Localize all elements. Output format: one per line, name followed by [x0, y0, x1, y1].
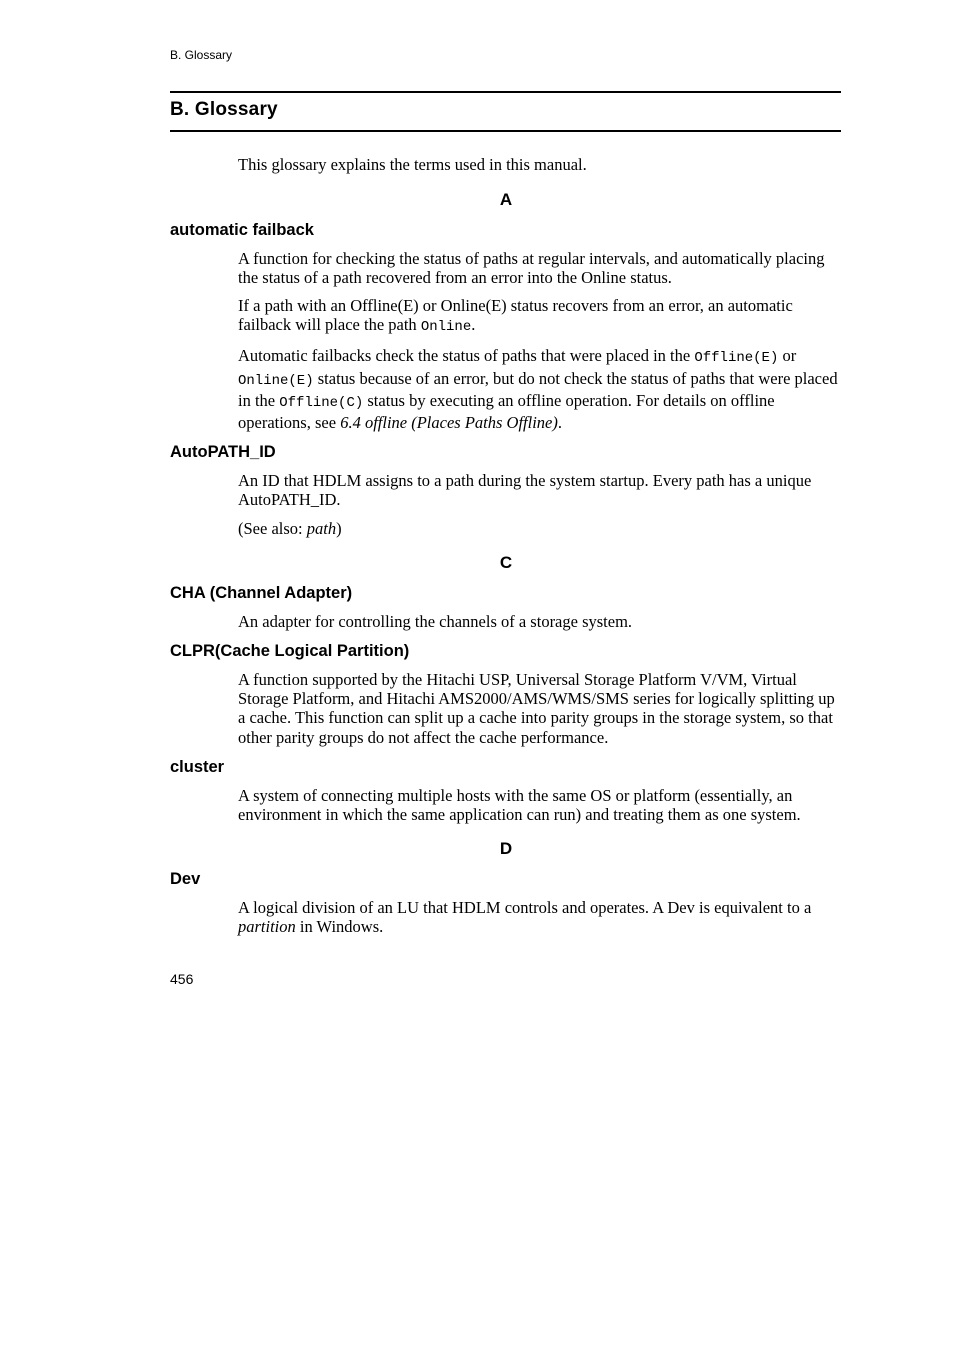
- definition-paragraph: [238, 898, 842, 936]
- text-run: ): [336, 518, 342, 538]
- term-cha: CHA (Channel Adapter): [170, 583, 353, 602]
- term-clpr: CLPR(Cache Logical Partition): [170, 641, 410, 660]
- term-dev: Dev: [170, 870, 201, 889]
- definition-paragraph: [238, 296, 842, 337]
- text-run: in Windows.: [295, 917, 384, 937]
- see-also: [238, 519, 842, 538]
- text-run: A logical division of an LU that HDLM controls and operates. A Dev is equivalent to a: [238, 898, 812, 918]
- section-letter-a: A: [499, 189, 513, 209]
- definition-paragraph: An ID that HDLM assigns to a path during the system startup. Every path has a unique AutoPATH_ID.: [238, 471, 812, 510]
- chapter-rule-bottom: [170, 130, 841, 132]
- code-online-e: Online(E): [238, 372, 314, 389]
- text-run: (See also:: [238, 518, 307, 538]
- intro-text: This glossary explains the terms used in this manual.: [238, 155, 587, 174]
- code-offline-c: Offline(C): [279, 394, 364, 411]
- text-run: .: [557, 412, 562, 432]
- emphasis-partition: partition: [238, 917, 296, 937]
- page-number: 456: [170, 971, 194, 987]
- text-run: .: [471, 315, 476, 335]
- section-letter-d: D: [499, 839, 513, 859]
- chapter-title: B. Glossary: [170, 99, 278, 120]
- section-letter-c: C: [499, 552, 513, 572]
- definition-paragraph: A function supported by the Hitachi USP, Universal Storage Platform V/VM, Virtual Storage Platform, and Hitachi AMS2000/AMS/WMS/SMS series for logically splitting up a cache. This function can split up a cache into parity groups in the storage system, so that other parity groups do not affect the cache performance.: [238, 669, 835, 747]
- definition-paragraph: A system of connecting multiple hosts with the same OS or platform (essentially, an environment in which the same application can run) and treating them as one system.: [238, 785, 801, 824]
- text-run: status because of an error, but do not check the status of paths that were placed in the: [238, 368, 838, 410]
- see-also-link[interactable]: path: [306, 518, 337, 538]
- term-autopath-id: AutoPATH_ID: [170, 443, 276, 462]
- text-run: If a path with an Offline(E) or Online(E) status recovers from an error, an automatic failback will place the path: [238, 295, 793, 335]
- running-header: B. Glossary: [170, 48, 233, 62]
- text-run: Automatic failbacks check the status of paths that were placed in the: [238, 346, 695, 366]
- code-online: Online: [420, 319, 472, 336]
- definition-paragraph: An adapter for controlling the channels of a storage system.: [238, 611, 633, 631]
- definition-paragraph: A function for checking the status of paths at regular intervals, and automatically placing the status of a path recovered from an error into the Online status.: [238, 248, 825, 287]
- text-run: status by executing an offline operation. For details on offline operations, see: [238, 390, 775, 432]
- chapter-rule-top: [170, 91, 841, 93]
- term-cluster: cluster: [170, 757, 225, 776]
- term-automatic-failback: automatic failback: [170, 220, 314, 239]
- cross-reference-link[interactable]: 6.4 offline (Places Paths Offline): [340, 412, 558, 432]
- code-offline-e: Offline(E): [694, 350, 779, 367]
- glossary-content: [170, 155, 842, 937]
- text-run: or: [778, 346, 797, 366]
- definition-paragraph: [238, 346, 842, 432]
